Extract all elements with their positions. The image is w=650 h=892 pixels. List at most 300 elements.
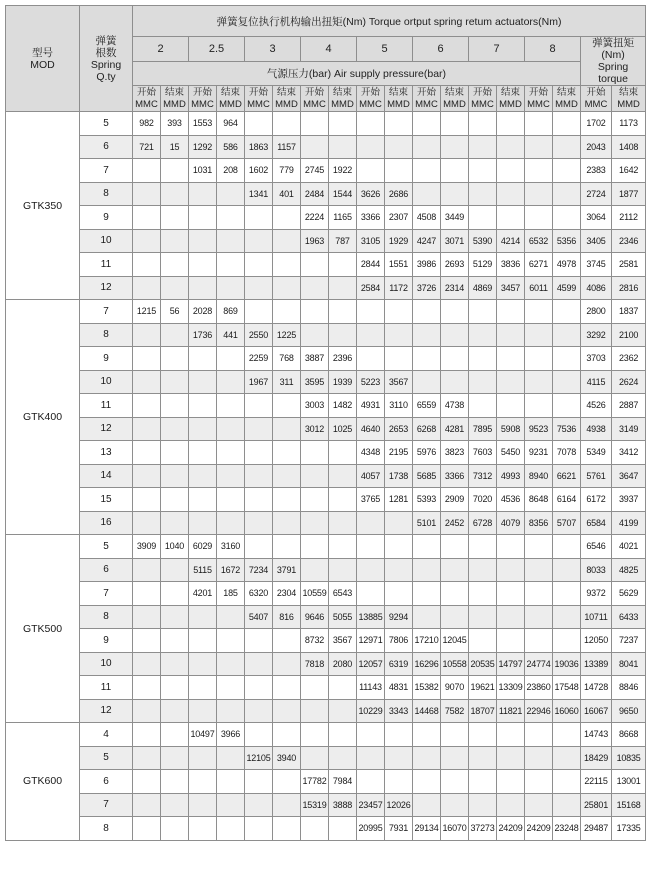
torque-value-cell: 7237 bbox=[612, 629, 646, 653]
torque-value-cell bbox=[133, 699, 161, 723]
torque-value-cell bbox=[385, 159, 413, 183]
torque-value-cell bbox=[469, 323, 497, 347]
table-row bbox=[6, 464, 646, 488]
end-label-en: MMD bbox=[387, 98, 410, 110]
torque-value-cell bbox=[525, 159, 553, 183]
torque-value-cell bbox=[245, 417, 273, 441]
torque-value-cell bbox=[301, 488, 329, 512]
torque-value-cell bbox=[329, 488, 357, 512]
torque-value-cell: 9646 bbox=[301, 605, 329, 629]
torque-value-cell: 3567 bbox=[329, 629, 357, 653]
torque-value-cell: 9070 bbox=[441, 676, 469, 700]
table-row bbox=[6, 276, 646, 300]
torque-value-cell: 3343 bbox=[385, 699, 413, 723]
start-header bbox=[301, 86, 329, 112]
torque-value-cell: 10711 bbox=[581, 605, 612, 629]
torque-value-cell bbox=[525, 347, 553, 371]
torque-value-cell bbox=[189, 182, 217, 206]
torque-value-cell: 3292 bbox=[581, 323, 612, 347]
torque-value-cell: 6268 bbox=[413, 417, 441, 441]
start-label-cn: 开始 bbox=[416, 87, 436, 98]
torque-value-cell bbox=[133, 159, 161, 183]
torque-value-cell bbox=[189, 417, 217, 441]
torque-value-cell: 6164 bbox=[553, 488, 581, 512]
spring-torque-header bbox=[581, 37, 646, 86]
torque-value-cell: 3457 bbox=[497, 276, 525, 300]
torque-value-cell: 3937 bbox=[612, 488, 646, 512]
table-row bbox=[6, 558, 646, 582]
torque-value-cell: 441 bbox=[217, 323, 245, 347]
table-row bbox=[6, 746, 646, 770]
torque-value-cell bbox=[441, 793, 469, 817]
torque-value-cell: 1736 bbox=[189, 323, 217, 347]
torque-value-cell bbox=[329, 300, 357, 324]
torque-value-cell: 1877 bbox=[612, 182, 646, 206]
torque-value-cell bbox=[385, 323, 413, 347]
torque-value-cell: 5055 bbox=[329, 605, 357, 629]
torque-value-cell bbox=[133, 817, 161, 841]
torque-value-cell: 1225 bbox=[273, 323, 301, 347]
torque-value-cell bbox=[553, 723, 581, 747]
spring-qty-cell: 5 bbox=[80, 746, 133, 770]
torque-value-cell bbox=[329, 253, 357, 277]
torque-value-cell: 9294 bbox=[385, 605, 413, 629]
torque-value-cell bbox=[329, 135, 357, 159]
torque-value-cell: 3412 bbox=[612, 441, 646, 465]
torque-value-cell: 4825 bbox=[612, 558, 646, 582]
torque-value-cell bbox=[469, 770, 497, 794]
torque-value-cell bbox=[217, 206, 245, 230]
torque-value-cell bbox=[413, 323, 441, 347]
end-label-en: MMD bbox=[617, 98, 640, 110]
torque-value-cell: 4281 bbox=[441, 417, 469, 441]
torque-value-cell: 14468 bbox=[413, 699, 441, 723]
pressure-header: 2 bbox=[133, 37, 189, 62]
torque-value-cell bbox=[273, 676, 301, 700]
torque-value-cell: 5685 bbox=[413, 464, 441, 488]
torque-value-cell bbox=[189, 370, 217, 394]
torque-value-cell: 1672 bbox=[217, 558, 245, 582]
table-row bbox=[6, 347, 646, 371]
torque-value-cell: 1642 bbox=[612, 159, 646, 183]
torque-value-cell: 8846 bbox=[612, 676, 646, 700]
torque-value-cell bbox=[441, 723, 469, 747]
torque-value-cell bbox=[497, 370, 525, 394]
torque-table bbox=[5, 5, 646, 841]
model-cell: GTK350 bbox=[6, 112, 80, 300]
torque-value-cell bbox=[553, 159, 581, 183]
torque-value-cell bbox=[553, 394, 581, 418]
start-header bbox=[133, 86, 161, 112]
torque-value-cell: 2304 bbox=[273, 582, 301, 606]
table-row bbox=[6, 206, 646, 230]
torque-value-cell: 2028 bbox=[189, 300, 217, 324]
torque-value-cell bbox=[413, 112, 441, 136]
torque-value-cell: 5356 bbox=[553, 229, 581, 253]
torque-value-cell bbox=[553, 323, 581, 347]
spring-qty-cell: 7 bbox=[80, 159, 133, 183]
spring-qty-cell: 11 bbox=[80, 676, 133, 700]
torque-value-cell: 2724 bbox=[581, 182, 612, 206]
torque-value-cell bbox=[217, 676, 245, 700]
pressure-header: 5 bbox=[357, 37, 413, 62]
table-row bbox=[6, 394, 646, 418]
end-label-cn: 结束 bbox=[164, 87, 184, 98]
torque-value-cell bbox=[413, 770, 441, 794]
torque-value-cell: 2816 bbox=[612, 276, 646, 300]
spring-qty-en-1: Spring bbox=[90, 58, 122, 71]
torque-value-cell: 2693 bbox=[441, 253, 469, 277]
torque-value-cell bbox=[525, 605, 553, 629]
torque-value-cell bbox=[161, 441, 189, 465]
torque-value-cell: 3149 bbox=[612, 417, 646, 441]
torque-value-cell: 19036 bbox=[553, 652, 581, 676]
spring-qty-cell: 5 bbox=[80, 112, 133, 136]
table-row bbox=[6, 793, 646, 817]
torque-value-cell: 6320 bbox=[245, 582, 273, 606]
torque-value-cell bbox=[189, 464, 217, 488]
torque-value-cell bbox=[133, 488, 161, 512]
torque-value-cell bbox=[161, 605, 189, 629]
torque-value-cell: 8356 bbox=[525, 511, 553, 535]
torque-value-cell: 1215 bbox=[133, 300, 161, 324]
torque-value-cell: 9372 bbox=[581, 582, 612, 606]
end-label-cn: 结束 bbox=[332, 87, 352, 98]
torque-value-cell bbox=[161, 488, 189, 512]
torque-value-cell bbox=[357, 770, 385, 794]
spring-torque-label: torque bbox=[598, 73, 628, 85]
torque-value-cell: 11143 bbox=[357, 676, 385, 700]
end-header bbox=[161, 86, 189, 112]
torque-value-cell: 9231 bbox=[525, 441, 553, 465]
torque-value-cell bbox=[133, 323, 161, 347]
torque-value-cell: 8041 bbox=[612, 652, 646, 676]
torque-value-cell: 15 bbox=[161, 135, 189, 159]
torque-value-cell bbox=[553, 206, 581, 230]
spring-torque-label: 弹簧扭矩 bbox=[592, 37, 635, 49]
spring-qty-cell: 6 bbox=[80, 770, 133, 794]
torque-value-cell bbox=[329, 723, 357, 747]
torque-value-cell bbox=[245, 276, 273, 300]
torque-value-cell bbox=[469, 182, 497, 206]
torque-value-cell bbox=[525, 558, 553, 582]
torque-value-cell: 17335 bbox=[612, 817, 646, 841]
torque-value-cell: 1025 bbox=[329, 417, 357, 441]
torque-value-cell bbox=[553, 135, 581, 159]
torque-value-cell bbox=[497, 347, 525, 371]
spring-qty-cell: 12 bbox=[80, 276, 133, 300]
torque-value-cell: 56 bbox=[161, 300, 189, 324]
torque-value-cell: 3405 bbox=[581, 229, 612, 253]
torque-value-cell bbox=[161, 511, 189, 535]
torque-value-cell bbox=[469, 394, 497, 418]
end-label-en: MMD bbox=[443, 98, 466, 110]
torque-value-cell bbox=[413, 723, 441, 747]
torque-value-cell: 208 bbox=[217, 159, 245, 183]
torque-value-cell: 768 bbox=[273, 347, 301, 371]
torque-value-cell: 6546 bbox=[581, 535, 612, 559]
end-label-en: MMD bbox=[275, 98, 298, 110]
torque-value-cell bbox=[189, 770, 217, 794]
torque-value-cell bbox=[273, 300, 301, 324]
torque-value-cell: 18429 bbox=[581, 746, 612, 770]
spring-qty-cell: 6 bbox=[80, 135, 133, 159]
torque-value-cell bbox=[413, 793, 441, 817]
torque-value-cell: 14728 bbox=[581, 676, 612, 700]
torque-value-cell: 7536 bbox=[553, 417, 581, 441]
torque-value-cell: 4214 bbox=[497, 229, 525, 253]
torque-value-cell: 1165 bbox=[329, 206, 357, 230]
torque-value-cell: 17210 bbox=[413, 629, 441, 653]
torque-value-cell bbox=[441, 370, 469, 394]
torque-value-cell: 7931 bbox=[385, 817, 413, 841]
torque-value-cell bbox=[385, 723, 413, 747]
torque-value-cell: 1929 bbox=[385, 229, 413, 253]
torque-value-cell: 12045 bbox=[441, 629, 469, 653]
torque-value-cell: 982 bbox=[133, 112, 161, 136]
start-label-en: MMC bbox=[527, 98, 550, 110]
torque-value-cell: 4978 bbox=[553, 253, 581, 277]
start-label-en: MMC bbox=[303, 98, 326, 110]
torque-value-cell bbox=[497, 723, 525, 747]
torque-value-cell: 2624 bbox=[612, 370, 646, 394]
spring-qty-en-2: Q.ty bbox=[96, 70, 116, 83]
torque-value-cell: 2887 bbox=[612, 394, 646, 418]
torque-value-cell bbox=[301, 558, 329, 582]
torque-value-cell: 7895 bbox=[469, 417, 497, 441]
torque-value-cell: 779 bbox=[273, 159, 301, 183]
end-label-en: MMD bbox=[555, 98, 578, 110]
torque-value-cell bbox=[441, 746, 469, 770]
torque-value-cell bbox=[553, 535, 581, 559]
torque-value-cell bbox=[161, 394, 189, 418]
table-row bbox=[6, 253, 646, 277]
torque-value-cell bbox=[189, 652, 217, 676]
torque-value-cell: 11821 bbox=[497, 699, 525, 723]
torque-value-cell bbox=[161, 229, 189, 253]
torque-value-cell: 869 bbox=[217, 300, 245, 324]
torque-value-cell bbox=[497, 182, 525, 206]
torque-value-cell bbox=[413, 605, 441, 629]
torque-value-cell bbox=[525, 394, 553, 418]
torque-value-cell: 3745 bbox=[581, 253, 612, 277]
spring-qty-cell: 11 bbox=[80, 394, 133, 418]
torque-value-cell: 2452 bbox=[441, 511, 469, 535]
torque-value-cell: 8668 bbox=[612, 723, 646, 747]
start-label-cn: 开始 bbox=[586, 87, 606, 98]
torque-value-cell: 4869 bbox=[469, 276, 497, 300]
torque-value-cell bbox=[469, 135, 497, 159]
end-label-en: MMD bbox=[219, 98, 242, 110]
torque-value-cell: 5976 bbox=[413, 441, 441, 465]
torque-value-cell bbox=[189, 347, 217, 371]
torque-value-cell bbox=[525, 112, 553, 136]
spring-qty-cell: 8 bbox=[80, 605, 133, 629]
torque-value-cell bbox=[189, 253, 217, 277]
torque-value-cell: 22115 bbox=[581, 770, 612, 794]
torque-value-cell bbox=[133, 652, 161, 676]
spring-qty-cell: 10 bbox=[80, 652, 133, 676]
torque-value-cell bbox=[217, 746, 245, 770]
torque-value-cell bbox=[217, 793, 245, 817]
table-row bbox=[6, 605, 646, 629]
torque-value-cell bbox=[273, 417, 301, 441]
torque-value-cell: 2346 bbox=[612, 229, 646, 253]
torque-value-cell bbox=[301, 300, 329, 324]
pressure-header: 3 bbox=[245, 37, 301, 62]
torque-value-cell: 9650 bbox=[612, 699, 646, 723]
torque-value-cell bbox=[357, 582, 385, 606]
torque-value-cell bbox=[329, 323, 357, 347]
torque-value-cell bbox=[441, 300, 469, 324]
torque-value-cell bbox=[133, 676, 161, 700]
torque-value-cell: 12026 bbox=[385, 793, 413, 817]
spring-qty-cell: 7 bbox=[80, 793, 133, 817]
spring-qty-cell: 10 bbox=[80, 370, 133, 394]
torque-value-cell bbox=[469, 370, 497, 394]
torque-value-cell bbox=[133, 770, 161, 794]
torque-value-cell: 5629 bbox=[612, 582, 646, 606]
torque-value-cell: 3940 bbox=[273, 746, 301, 770]
torque-value-cell bbox=[217, 817, 245, 841]
torque-value-cell: 10229 bbox=[357, 699, 385, 723]
torque-value-cell: 6543 bbox=[329, 582, 357, 606]
torque-value-cell: 15319 bbox=[301, 793, 329, 817]
torque-value-cell bbox=[161, 793, 189, 817]
spring-qty-cell: 5 bbox=[80, 535, 133, 559]
torque-value-cell: 4938 bbox=[581, 417, 612, 441]
torque-value-cell: 1031 bbox=[189, 159, 217, 183]
torque-value-cell: 1408 bbox=[612, 135, 646, 159]
torque-value-cell bbox=[133, 347, 161, 371]
end-label-cn: 结束 bbox=[444, 87, 464, 98]
torque-value-cell: 14797 bbox=[497, 652, 525, 676]
pressure-header: 2.5 bbox=[189, 37, 245, 62]
end-header bbox=[612, 86, 646, 112]
end-label-cn: 结束 bbox=[388, 87, 408, 98]
torque-value-cell bbox=[189, 276, 217, 300]
torque-value-cell: 1553 bbox=[189, 112, 217, 136]
torque-value-cell bbox=[161, 652, 189, 676]
torque-value-cell bbox=[413, 370, 441, 394]
torque-value-cell bbox=[469, 723, 497, 747]
torque-value-cell: 8940 bbox=[525, 464, 553, 488]
torque-value-cell bbox=[497, 206, 525, 230]
torque-value-cell bbox=[245, 112, 273, 136]
torque-value-cell bbox=[357, 746, 385, 770]
torque-value-cell bbox=[497, 394, 525, 418]
torque-value-cell bbox=[553, 112, 581, 136]
torque-value-cell: 16296 bbox=[413, 652, 441, 676]
torque-value-cell bbox=[525, 629, 553, 653]
torque-value-cell bbox=[245, 488, 273, 512]
torque-value-cell bbox=[301, 746, 329, 770]
torque-value-cell: 4536 bbox=[497, 488, 525, 512]
torque-value-cell: 12971 bbox=[357, 629, 385, 653]
torque-value-cell: 37273 bbox=[469, 817, 497, 841]
torque-value-cell bbox=[161, 464, 189, 488]
start-label-cn: 开始 bbox=[248, 87, 268, 98]
torque-value-cell bbox=[525, 582, 553, 606]
torque-value-cell: 10558 bbox=[441, 652, 469, 676]
torque-value-cell: 5761 bbox=[581, 464, 612, 488]
torque-value-cell: 5129 bbox=[469, 253, 497, 277]
torque-value-cell bbox=[329, 817, 357, 841]
torque-value-cell bbox=[469, 558, 497, 582]
torque-value-cell bbox=[217, 605, 245, 629]
torque-value-cell bbox=[245, 629, 273, 653]
end-label-cn: 结束 bbox=[556, 87, 576, 98]
torque-value-cell: 16070 bbox=[441, 817, 469, 841]
torque-value-cell: 311 bbox=[273, 370, 301, 394]
torque-value-cell: 19621 bbox=[469, 676, 497, 700]
table-row bbox=[6, 699, 646, 723]
spring-qty-cell: 10 bbox=[80, 229, 133, 253]
torque-value-cell bbox=[273, 629, 301, 653]
torque-value-cell bbox=[245, 511, 273, 535]
start-header bbox=[189, 86, 217, 112]
torque-value-cell bbox=[133, 723, 161, 747]
torque-value-cell: 4508 bbox=[413, 206, 441, 230]
torque-value-cell bbox=[469, 159, 497, 183]
torque-value-cell: 18707 bbox=[469, 699, 497, 723]
pressure-header: 7 bbox=[469, 37, 525, 62]
torque-value-cell bbox=[273, 511, 301, 535]
torque-value-cell bbox=[469, 535, 497, 559]
torque-value-cell: 6584 bbox=[581, 511, 612, 535]
start-label-en: MMC bbox=[584, 98, 608, 110]
torque-value-cell bbox=[553, 182, 581, 206]
torque-value-cell bbox=[161, 347, 189, 371]
torque-value-cell bbox=[553, 793, 581, 817]
torque-value-cell: 24774 bbox=[525, 652, 553, 676]
start-header bbox=[245, 86, 273, 112]
torque-value-cell bbox=[301, 253, 329, 277]
torque-value-cell bbox=[497, 323, 525, 347]
torque-value-cell: 816 bbox=[273, 605, 301, 629]
torque-value-cell bbox=[245, 300, 273, 324]
torque-value-cell: 1939 bbox=[329, 370, 357, 394]
end-header bbox=[497, 86, 525, 112]
torque-value-cell bbox=[217, 182, 245, 206]
torque-value-cell: 2043 bbox=[581, 135, 612, 159]
torque-value-cell bbox=[553, 605, 581, 629]
air-supply-header: 气源压力(bar) Air supply pressure(bar) bbox=[133, 62, 581, 86]
spring-qty-cell: 9 bbox=[80, 347, 133, 371]
torque-value-cell bbox=[161, 723, 189, 747]
torque-value-cell bbox=[301, 112, 329, 136]
torque-value-cell bbox=[133, 746, 161, 770]
torque-value-cell bbox=[217, 652, 245, 676]
torque-value-cell bbox=[217, 370, 245, 394]
torque-value-cell: 6433 bbox=[612, 605, 646, 629]
torque-value-cell bbox=[301, 511, 329, 535]
torque-value-cell: 2362 bbox=[612, 347, 646, 371]
torque-value-cell bbox=[133, 558, 161, 582]
torque-value-cell bbox=[441, 159, 469, 183]
torque-value-cell bbox=[553, 770, 581, 794]
end-header bbox=[441, 86, 469, 112]
torque-value-cell bbox=[385, 770, 413, 794]
torque-value-cell bbox=[273, 817, 301, 841]
torque-value-cell: 586 bbox=[217, 135, 245, 159]
torque-value-cell: 1482 bbox=[329, 394, 357, 418]
torque-value-cell bbox=[329, 746, 357, 770]
torque-value-cell: 5349 bbox=[581, 441, 612, 465]
torque-value-cell bbox=[217, 699, 245, 723]
torque-value-cell bbox=[161, 159, 189, 183]
model-header bbox=[6, 6, 80, 112]
